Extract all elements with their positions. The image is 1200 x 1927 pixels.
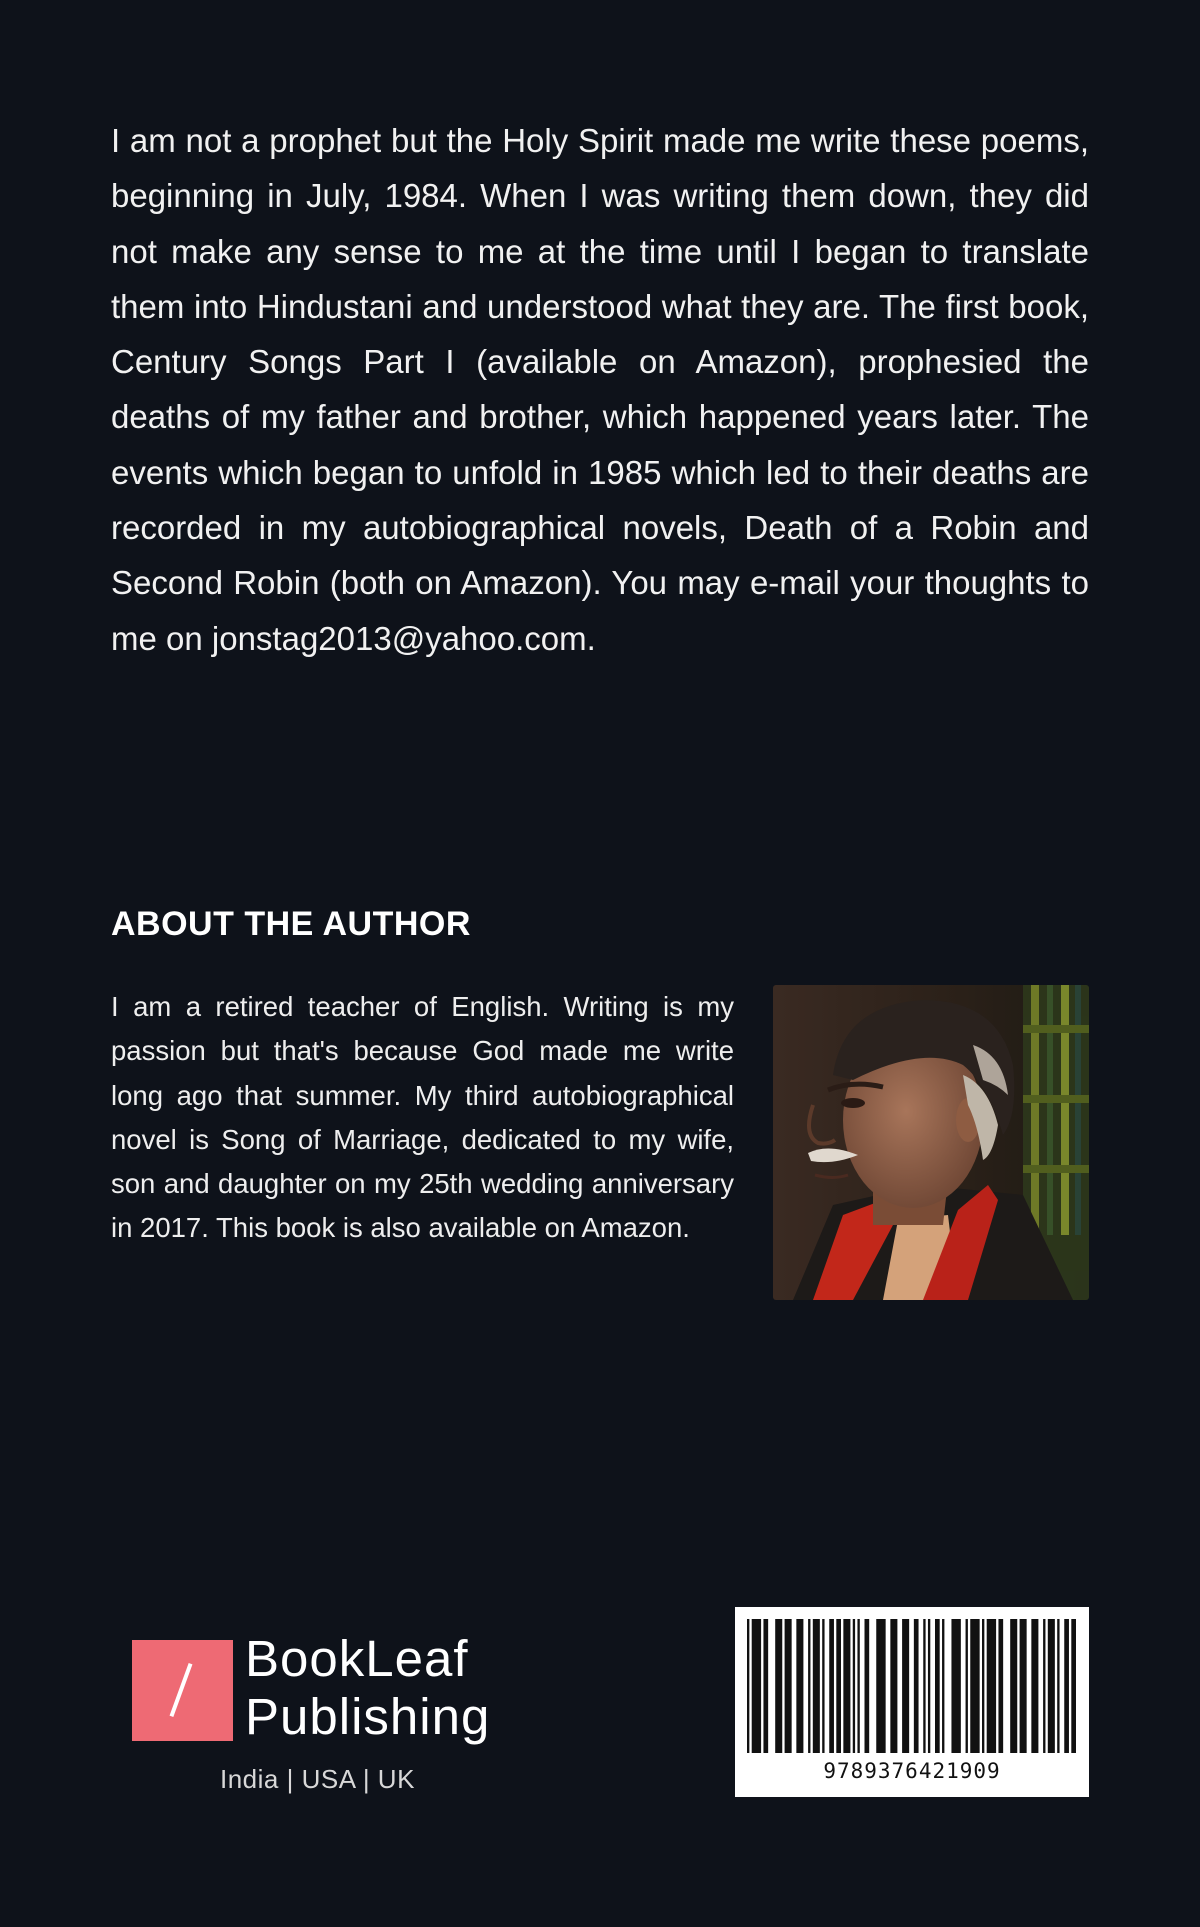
barcode-bar: [836, 1619, 841, 1753]
barcode-bar: [857, 1619, 859, 1753]
publisher-name: [245, 1630, 490, 1746]
barcode-bar: [928, 1619, 930, 1753]
barcode-bar: [853, 1619, 855, 1753]
barcode-bars: [735, 1607, 1089, 1757]
publisher-name-line1: BookLeaf: [245, 1630, 469, 1687]
barcode-bar: [1071, 1619, 1076, 1753]
barcode-bar: [966, 1619, 968, 1753]
isbn-barcode: [735, 1607, 1089, 1797]
barcode-bar: [1064, 1619, 1069, 1753]
barcode-bar: [829, 1619, 834, 1753]
barcode-bar: [902, 1619, 909, 1753]
barcode-bar: [1048, 1619, 1055, 1753]
barcode-bar: [1010, 1619, 1017, 1753]
barcode-bar: [796, 1619, 803, 1753]
barcode-bar: [865, 1619, 870, 1753]
barcode-bar: [747, 1619, 749, 1753]
barcode-bar: [808, 1619, 810, 1753]
barcode-bar: [982, 1619, 984, 1753]
barcode-bar: [763, 1619, 768, 1753]
barcode-bar: [951, 1619, 960, 1753]
barcode-bar: [813, 1619, 820, 1753]
barcode-bar: [970, 1619, 979, 1753]
barcode-bar: [890, 1619, 897, 1753]
barcode-bar: [987, 1619, 996, 1753]
barcode-bar: [876, 1619, 885, 1753]
barcode-bar: [935, 1619, 940, 1753]
publisher-name-line2: Publishing: [245, 1688, 491, 1745]
barcode-bar: [1031, 1619, 1038, 1753]
about-author-text: I am a retired teacher of English. Writing is my passion but that's because God made me write long ago that summer. My third autobiographical novel is Song of Marriage, dedicated to my wife, son and daughter on my 25th wedding anniversary in 2017. This book is also available on Amazon.: [111, 991, 734, 1244]
barcode-bar: [923, 1619, 925, 1753]
barcode-bar: [775, 1619, 782, 1753]
barcode-bar: [785, 1619, 792, 1753]
barcode-bar: [914, 1619, 919, 1753]
barcode-bar: [942, 1619, 944, 1753]
barcode-bar: [998, 1619, 1003, 1753]
barcode-bar: [822, 1619, 824, 1753]
bookleaf-logo-icon: [132, 1640, 233, 1741]
about-author-heading: ABOUT THE AUTHOR: [111, 905, 471, 943]
back-cover-blurb: I am not a prophet but the Holy Spirit made me write these poems, beginning in July, 1984. When I was writing them down, they did not make any sense to me at the time until I began to translate them into Hindustani and understood what they are. The first book, Century Songs Part I (available on Amazon), prophesied the deaths of my father and brother, which happened years later. The events which began to unfold in 1985 which led to their deaths are recorded in my autobiographical novels, Death of a Robin and Second Robin (both on Amazon). You may e-mail your thoughts to me on jonstag2013@yahoo.com.: [111, 122, 1089, 657]
barcode-bar: [752, 1619, 761, 1753]
barcode-bar: [843, 1619, 850, 1753]
barcode-bar: [1020, 1619, 1027, 1753]
publisher-regions: India | USA | UK: [220, 1764, 415, 1794]
barcode-bar: [1057, 1619, 1059, 1753]
publisher-logo-block: [132, 1630, 532, 1796]
isbn-number: 9789376421909: [823, 1759, 1001, 1783]
barcode-bar: [1043, 1619, 1045, 1753]
author-photo: [773, 985, 1089, 1300]
